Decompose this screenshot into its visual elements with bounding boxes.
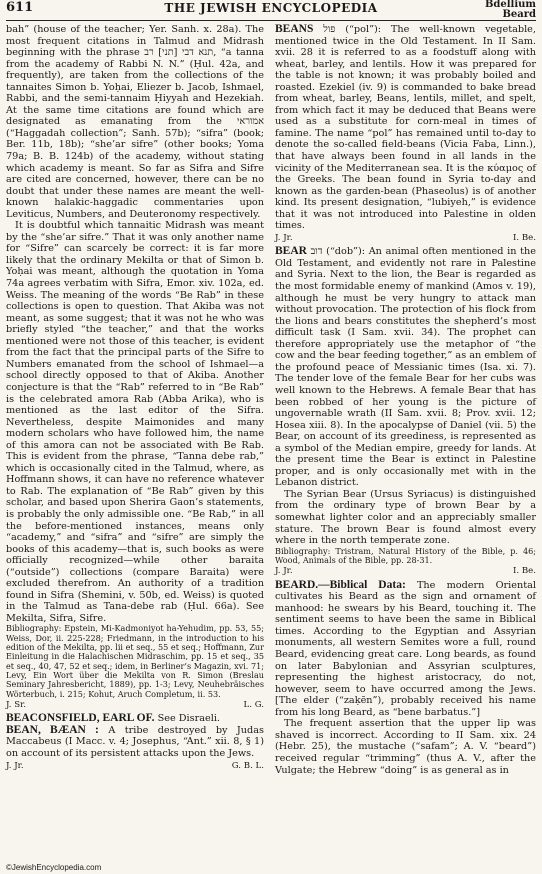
keyword-top: Bdellium — [484, 0, 536, 10]
signature-line — [275, 566, 536, 578]
left-column — [6, 24, 264, 774]
journal-title: THE JEWISH ENCYCLOPEDIA — [164, 1, 378, 15]
header-rule — [6, 20, 536, 21]
entry-bean — [6, 725, 264, 760]
signature-author: I. Be. — [513, 232, 536, 243]
paragraph: bah” (house of the teacher; Yer. Sanh. x. 28a). The most frequent citations in Talmud and Midrash beginning with the phrase תנא דבי [תני] רב, “a tanna from the academy of Rabbi N. N.” (Ḥul. 42a, and frequently), are taken from the collections of the tannaites Simon b. Yoḥai, Eliezer b. Jacob, Ishmael, Rabbi, and the semi-tannaim Ḥiyyah and Hezekiah. At the same time citations are found which are designated as emanating from the אמוראי (“Haggadah collection”; Sanh. 57b); “sifra” (book; Ber. 11b, 18b); “she’ar sifre” (other books; Yoma 79a; B. B. 124b) of the academy, without stating which academy is meant. So far as Sifra and Sifre are cited are concerned, however, there can be no doubt that under these names are meant the well-known halakic-haggadic commentaries upon Leviticus, Numbers, and Deuteronomy respectively. — [6, 24, 264, 220]
page-keywords — [485, 0, 536, 20]
entry-headword: BEANS — [275, 23, 314, 35]
page-number: 611 — [6, 0, 34, 15]
hebrew-term: דוב — [310, 246, 323, 258]
paragraph: It is doubtful which tannaitic Midrash was meant by the “she’ar sifre.” That it was only another name for “Sifre” can scarcely be correct: it is far more likely that the ordinary Mekilta or that of Simon b. Yoḥai was meant, although the quotation in Yoma 74a agrees verbatim with Sifra, Emor. xiv. 102a, ed. Weiss. The meaning of the words “Be Rab” in these collections is open to question. That Akiba was not meant, as some suggest; that it was not he who was briefly styled “the teacher,” and that the works mentioned were not those of this teacher, is evident from the fact that the principal parts of the Sifre to Numbers emanated from the school of Ishmael—a school directly opposed to that of Akiba. Another conjecture is that the “Rab” referred to in “Be Rab” is the celebrated amora Rab (Abba Arika), who is mentioned as the last editor of the Sifra. Nevertheless, despite Maimonides and many modern scholars who have followed him, the name of this amora can not be associated with Be Rab. This is evident from the phrase, “Tanna debe rab,” which is occasionally cited in the Talmud, where, as Hoffmann shows, it can have no reference whatever to Rab. The explanation of “Be Rab” given by this scholar, and based upon Sherira Gaon’s statements, is probably the only admissible one. “Be Rab,” in all the before-mentioned instances, means only “academy,” and “sifra” and “sifre” are simply the books of this academy—that is, such books as were officially recognized—while other baraita (“outside”) collections (compare Baraita) were excluded therefrom. An authority of a tradition found in Sifra (Shemini, v. 50b, ed. Weiss) is quoted in the Talmud as Tana-debe rab (Ḥul. 66a). See Mekilta, Sifra, Sifre. — [6, 220, 264, 624]
entry-headword: BEAR — [275, 245, 307, 258]
entry-headword: BEACONSFIELD, EARL OF. — [6, 712, 155, 725]
entry-bear — [275, 246, 536, 488]
signature-initials: J. Jr. — [275, 566, 293, 577]
signature-author: L. G. — [243, 699, 264, 710]
signature-author: I. Be. — [513, 566, 536, 577]
copyright-footer: ©JewishEncyclopedia.com — [6, 863, 102, 872]
paragraph: The frequent assertion that the upper lip was shaved is incorrect. According to II Sam. xix. 24 (Hebr. 25), the mustache (“safam”; A. V. “beard”) received regular “trimming” (thus A. V., after the Vulgate; the Hebrew “doing” is as general as in — [275, 718, 536, 776]
entry-headword: BEAN, BÆAN : — [6, 723, 99, 736]
hebrew-term: פול — [323, 24, 336, 35]
paragraph: The Syrian Bear (Ursus Syriacus) is distinguished from the ordinary type of brown Bear by a somewhat lighter color and an appreciably smaller stature. The brown Bear is found almost every where in the north temperate zone. — [275, 488, 536, 547]
signature-initials: J. Sr. — [6, 699, 27, 710]
signature-line — [275, 233, 536, 245]
right-column — [275, 24, 536, 776]
signature-line — [6, 761, 264, 773]
entry-text: (“dob”): An animal often mentioned in the Old Testament, and evidently not rare in Palestine and Syria. Next to the lion, the Bear is regarded as the most formidable enemy of mankind (Amos v. 19), although he must be very hungry to attack man without provocation. The protection of his flock from the lions and bears constitutes the shepherd’s most difficult task (I Sam. xvii. 34). The prophet can therefore appropriately use the metaphor of “the cow and the bear feeding together,” as an emblem of the profound peace of Messianic times (Isa. xi. 7). The tender love of the female Bear for her cubs was well known to the Hebrews. A female Bear that has been robbed of her young is the picture of ungovernable wrath (II Sam. xvii. 8; Prov. xvii. 12; Hosea xiii. 8). In the apocalypse of Daniel (vii. 5) the Bear, on account of its greediness, is represented as a symbol of the Median empire, greedy for lands. At the present time the Bear is extinct in Palestine proper, and is only occasionally met with in the Lebanon district. — [275, 246, 536, 489]
entry-text: A tribe destroyed by Judas Maccabeus (I Macc. v. 4; Josephus, “Ant.” xii. 8, § 1) on account of its persistent attacks upon the Jews. — [6, 724, 264, 759]
keyword-bottom: Beard — [502, 9, 536, 20]
signature-line — [6, 700, 264, 712]
bibliography: Bibliography: Tristram, Natural History of the Bible, p. 46; Wood, Animals of the Bible, pp. 28-31. — [275, 545, 536, 565]
bibliography: Bibliography: Epstein, Mi-Kadmoniyot ha-Yehudim, pp. 53, 55; Weiss, Dor, ii. 225-228; Friedmann, in the introduction to his edition of the Mekilta, pp. lii et seq., 55 et seq.; Hoffmann, Zur Einleitung in die Halachischen Midraschim, pp. 15 et seq., 35 et seq., 40, 47, 52 et seq.; idem, in Berliner’s Magazin, xvi. 71; Levy, Ein Wort über die Mekilta von R. Simon (Breslau Seminary Jahresbericht, 1889), pp. 1-3; Levy, Neuhebräisches Wörterbuch, i. 215; Kohut, Aruch Completum, ii. 53. — [6, 623, 264, 699]
entry-text: See Disraeli. — [157, 713, 221, 725]
page-header — [0, 0, 542, 20]
signature-initials: J. Jr. — [275, 232, 293, 243]
entry-text: The modern Oriental cultivates his Beard as the sign and ornament of manhood: he swears by his Beard, touching it. The sentiment seems to have been the same in Biblical times. According to the Egyptian and Assyrian monuments, all western Semites wore a full, round Beard, evidencing great care. Long beards, as found on later Babylonian and Assyrian sculptures, representing the highest aristocracy, do not, however, seem to have occurred among the Jews. [The elder (“zaḳēn”), probably received his name from his long Beard, as “bene barbatus.”] — [275, 579, 536, 718]
entry-beard — [275, 580, 536, 719]
signature-initials: J. Jr. — [6, 760, 24, 771]
entry-text: (“pol”): The well-known vegetable, mentioned twice in the Old Testament. In II Sam. xvii. 28 it is referred to as a foodstuff along with wheat, barley, and lentils. How it was prepared for the table is not known; it was probably boiled and roasted. Ezekiel (iv. 9) is commanded to bake bread from wheat, barley, Beans, lentils, millet, and spelt, from which fact it may be deduced that Beans were used as a substitute for corn-meal in times of famine. The name “pol” has remained until to-day to denote the so-called field-beans (Vicia Faba, Linn.), that have always been found in all lands in the vicinity of the Mediterranean sea. It is the κύαμος of the Greeks. The bean found in Syria to-day and known as the garden-bean (Phaseolus) is of another kind. Its present designation, “lubiyeh,” is evidence that it was not introduced into Palestine in olden times. — [275, 24, 536, 232]
entry-beans — [275, 24, 536, 232]
entry-headword: BEARD.—Biblical Data: — [275, 578, 406, 591]
signature-author: G. B. L. — [231, 760, 264, 771]
